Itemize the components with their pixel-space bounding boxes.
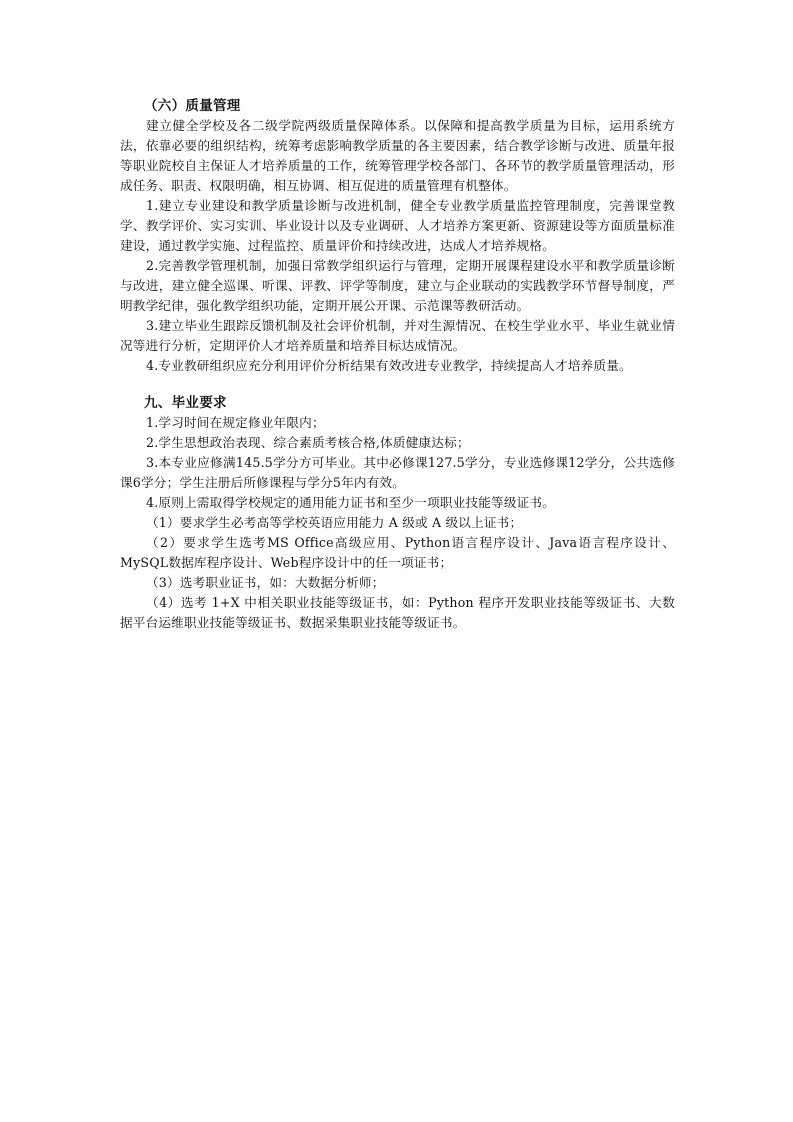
graduation-subitem-3: （3）选考职业证书，如：大数据分析师； [146, 575, 385, 590]
quality-paragraph-1: 1.建立专业建设和教学质量诊断与改进机制，健全专业教学质量监控管理制度，完善课堂教学、教学评价、实习实训、毕业设计以及专业调研、人才培养方案更新、资源建设等方面质量标准建设，通过教学实施、过程监控、质量评价和持续改进，达成人才培养规格。 [120, 198, 675, 253]
graduation-subitem-1: （1）要求学生必考高等学校英语应用能力 A 级或 A 级以上证书； [146, 515, 523, 530]
graduation-item-2: 2.学生思想政治表现、综合素质考核合格,体质健康达标； [146, 435, 470, 450]
section-title-quality-management: （六）质量管理 [144, 98, 241, 114]
graduation-subitem-4: （4）选考 1+X 中相关职业技能等级证书，如：Python 程序开发职业技能等级证书、大数据平台运维职业技能等级证书、数据采集职业技能等级证书。 [120, 595, 675, 630]
quality-paragraph-2: 2.完善教学管理机制，加强日常教学组织运行与管理，定期开展课程建设水平和教学质量诊断与改进，建立健全巡课、听课、评教、评学等制度，建立与企业联动的实践教学环节督导制度，严明教学纪律，强化教学组织功能，定期开展公开课、示范课等教研活动。 [120, 258, 675, 313]
section-spacer [120, 376, 675, 393]
quality-paragraph-4: 4.专业教研组织应充分利用评价分析结果有效改进专业教学，持续提高人才培养质量。 [146, 358, 632, 373]
quality-paragraph-3: 3.建立毕业生跟踪反馈机制及社会评价机制，并对生源情况、在校生学业水平、毕业生就业情况等进行分析，定期评价人才培养质量和培养目标达成情况。 [120, 318, 675, 353]
graduation-item-1: 1.学习时间在规定修业年限内； [146, 415, 325, 430]
graduation-item-4: 4.原则上需取得学校规定的通用能力证书和至少一项职业技能等级证书。 [146, 495, 556, 510]
page-content [120, 96, 675, 633]
quality-paragraph-intro: 建立健全学校及各二级学院两级质量保障体系。以保障和提高教学质量为目标，运用系统方法，依靠必要的组织结构，统筹考虑影响教学质量的各主要因素，结合教学诊断与改进、质量年报等职业院校自主保证人才培养质量的工作，统筹管理学校各部门、各环节的教学质量管理活动，形成任务、职责、权限明确，相互协调、相互促进的质量管理有机整体。 [120, 118, 675, 193]
graduation-item-3: 3.本专业应修满145.5学分方可毕业。其中必修课127.5学分，专业选修课12学分，公共选修课6学分；学生注册后所修课程与学分5年内有效。 [120, 455, 675, 490]
graduation-subitem-2: （2）要求学生选考MS Office高级应用、Python语言程序设计、Java语言程序设计、MySQL数据库程序设计、Web程序设计中的任一项证书； [120, 535, 675, 570]
section-title-graduation-requirements: 九、毕业要求 [144, 395, 227, 411]
